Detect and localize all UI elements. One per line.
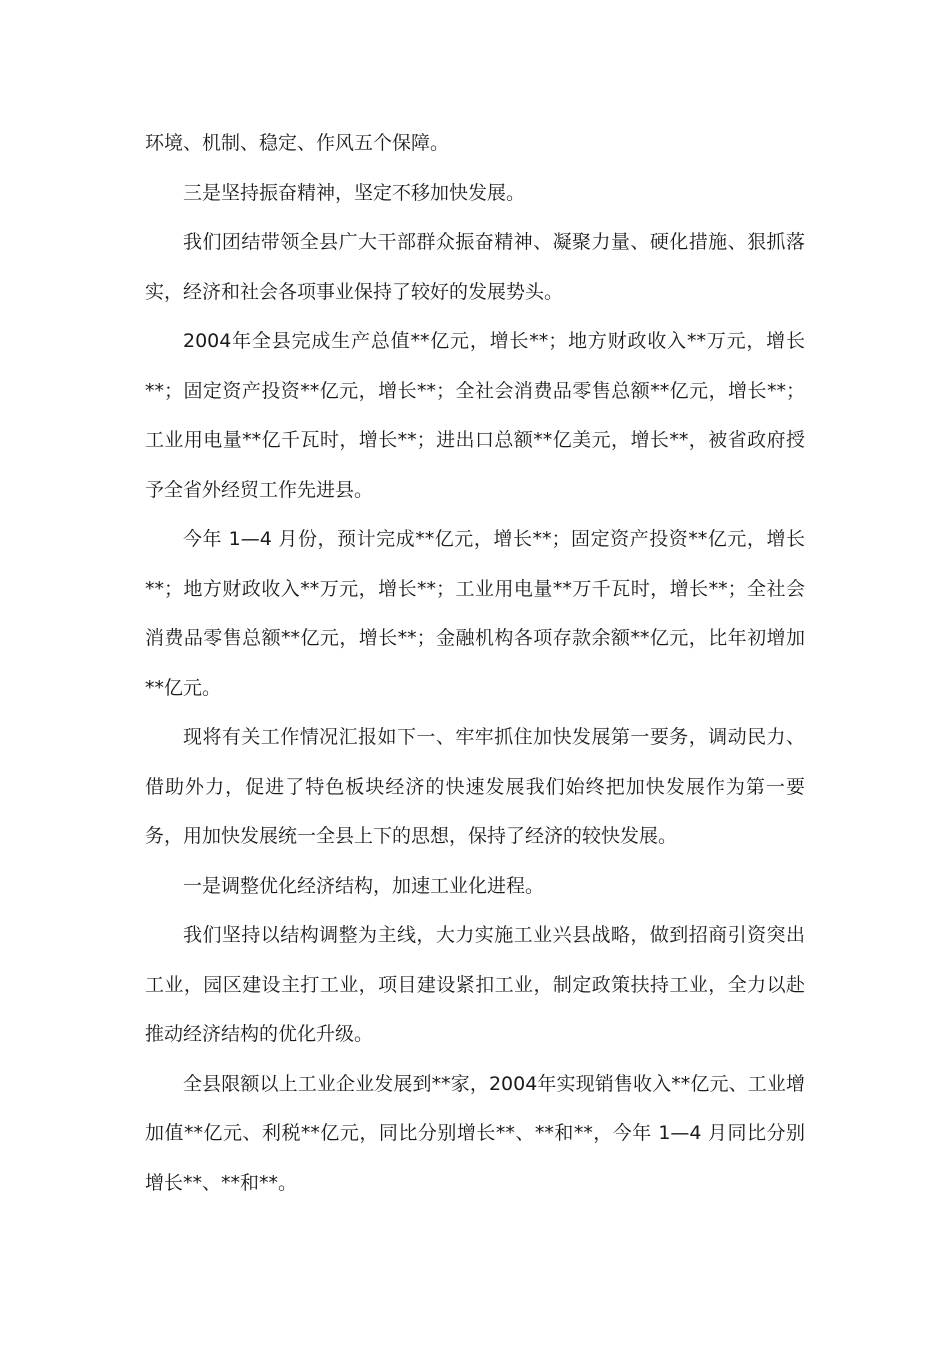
paragraph: 我们团结带领全县广大干部群众振奋精神、凝聚力量、硬化措施、狠抓落实，经济和社会各项事业保持了较好的发展势头。	[145, 231, 805, 303]
paragraph-continuation: 环境、机制、稳定、作风五个保障。	[145, 132, 450, 154]
paragraph: 今年 1—4 月份，预计完成**亿元，增长**；固定资产投资**亿元，增长**；地方财政收入**万元，增长**；工业用电量**万千瓦时，增长**；全社会消费品零售总额**亿元，增长**；金融机构各项存款余额**亿元，比年初增加**亿元。	[145, 528, 805, 699]
paragraph: 现将有关工作情况汇报如下一、牢牢抓住加快发展第一要务，调动民力、借助外力，促进了特色板块经济的快速发展我们始终把加快发展作为第一要务，用加快发展统一全县上下的思想，保持了经济的较快发展。	[145, 726, 805, 847]
document-body	[145, 119, 805, 1208]
paragraph-heading-third: 三是坚持振奋精神，坚定不移加快发展。	[183, 181, 526, 204]
paragraph: 2004年全县完成生产总值**亿元，增长**；地方财政收入**万元，增长**；固定资产投资**亿元，增长**；全社会消费品零售总额**亿元，增长**；工业用电量**亿千瓦时，增长**；进出口总额**亿美元，增长**，被省政府授予全省外经贸工作先进县。	[145, 330, 805, 501]
paragraph-heading-first: 一是调整优化经济结构，加速工业化进程。	[183, 874, 545, 897]
paragraph: 全县限额以上工业企业发展到**家，2004年实现销售收入**亿元、工业增加值**亿元、利税**亿元，同比分别增长**、**和**，今年 1—4 月同比分别增长**、**和**。	[145, 1072, 805, 1194]
paragraph: 我们坚持以结构调整为主线，大力实施工业兴县战略，做到招商引资突出工业，园区建设主打工业，项目建设紧扣工业，制定政策扶持工业，全力以赴推动经济结构的优化升级。	[145, 924, 805, 1045]
